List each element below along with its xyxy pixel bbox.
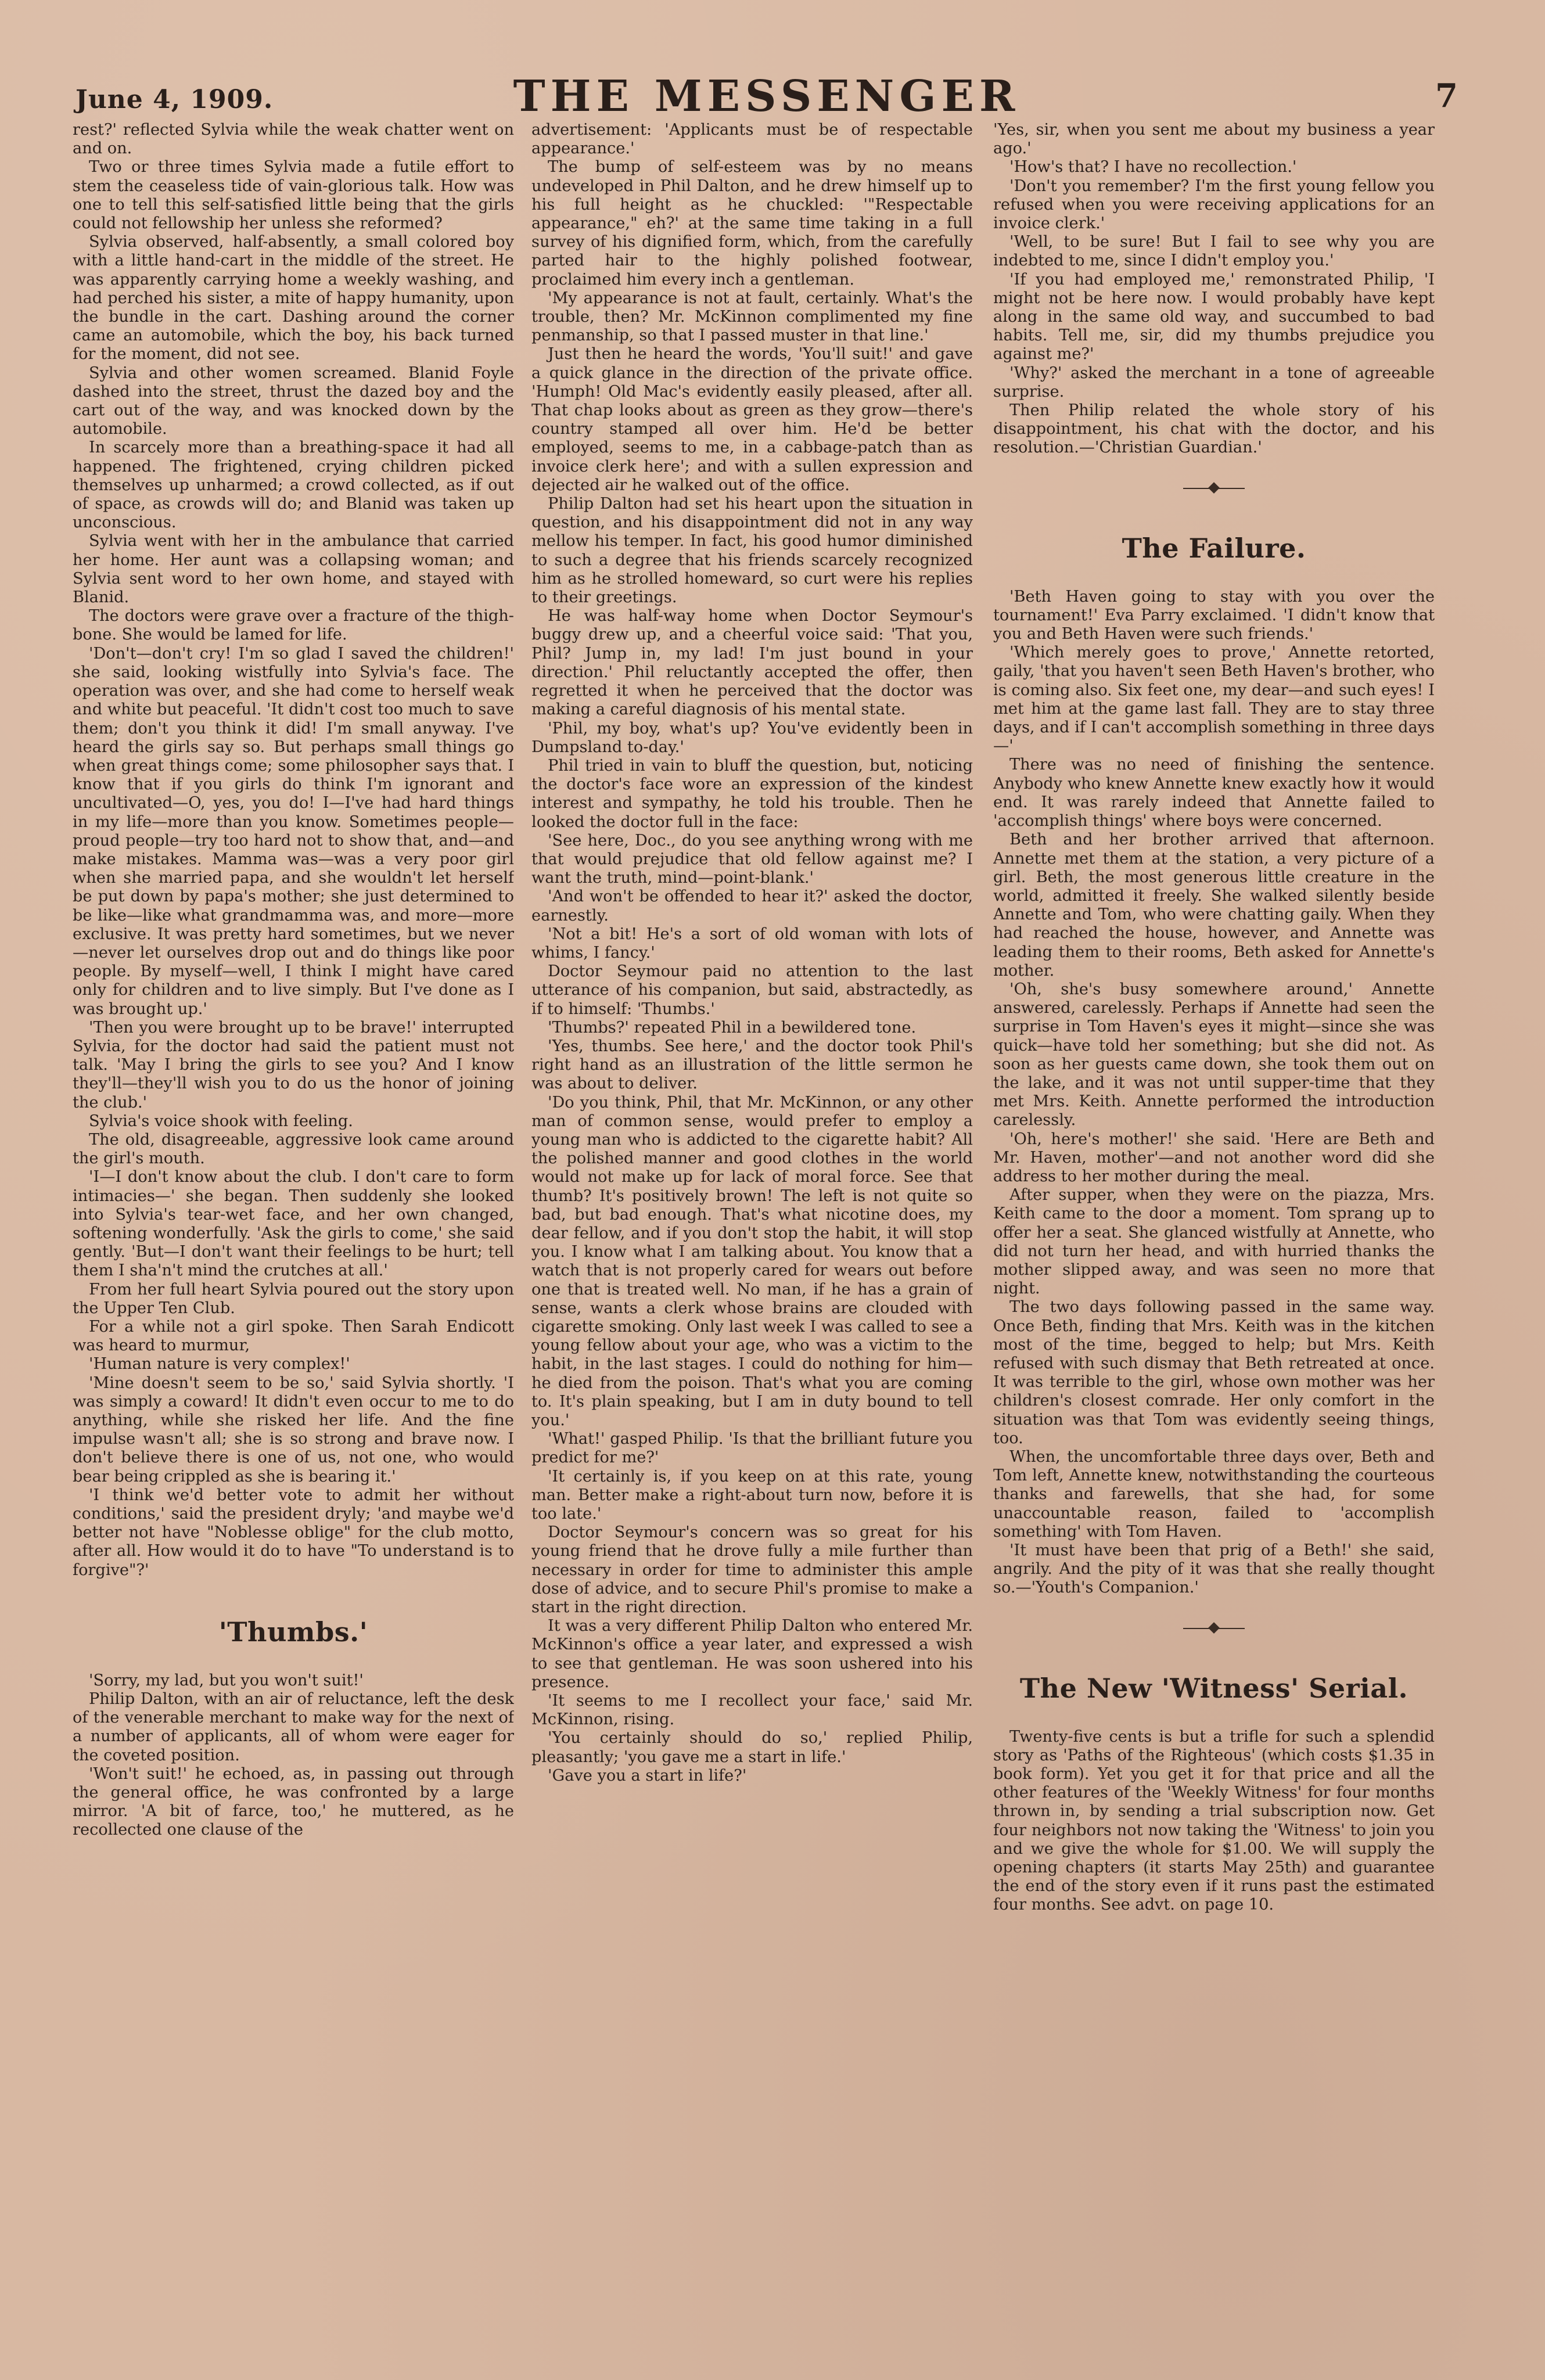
serial-headline: The New 'Witness' Serial. — [1019, 1672, 1409, 1704]
paragraph: 'Don't—don't cry! I'm so glad I saved the children!' she said, looking wistfully into Sylvia's face. The operation was over, and she had come to herself weak and white but peaceful. 'It didn't cost too much to save them; don't you think it did! I'm small anyway. I've heard the girls say so. But perhaps small things go when great things come; some philosopher says that. I know that if you girls do think I'm ignorant and uncultivated—O, yes, you do! I—I've had hard things in my life—more than you know. Sometimes people—proud people—try too hard not to show that, and—and make mistakes. Mamma was—was a very poor girl when she married papa, and she wouldn't let herself be put down by papa's mother; she just determined to be like—like what grandmamma was, and more—more exclusive. It was pretty hard sometimes, but we never—never let ourselves drop out and do things like poor people. By myself—well, I think I might have cared only for children and to live simply. But I've done as I was brought up.' — [73, 644, 514, 1018]
failure-headline: The Failure. — [1122, 532, 1306, 564]
paragraph: Sylvia went with her in the ambulance that carried her home. Her aunt was a collapsing woman; and Sylvia sent word to her own home, and stayed with Blanid. — [73, 532, 514, 607]
divider-ornament — [1208, 1622, 1220, 1634]
paragraph: From her full heart Sylvia poured out the story upon the Upper Ten Club. — [73, 1280, 514, 1317]
paragraph: Philip Dalton, with an air of reluctance, left the desk of the venerable merchant to make way for the next of a number of applicants, all of whom were eager for the coveted position. — [73, 1690, 514, 1764]
paragraph: 'My appearance is not at fault, certainly. What's the trouble, then? Mr. McKinnon complimented my fine penmanship, so that I passed muster in that line.' — [531, 289, 973, 345]
paragraph: Phil tried in vain to bluff the question, but, noticing the doctor's face wore an expression of the kindest interest and sympathy, he told his trouble. Then he looked the doctor full in the face: — [531, 756, 973, 831]
paragraph: 'Oh, here's mother!' she said. 'Here are Beth and Mr. Haven, mother'—and not another word did she address to her mother during the meal. — [993, 1130, 1435, 1185]
paragraph: 'Human nature is very complex!' — [89, 1355, 350, 1374]
paragraph: 'Well, to be sure! But I fail to see why you are indebted to me, since I didn't employ you.' — [993, 233, 1435, 270]
paragraph: The bump of self-esteem was by no means undeveloped in Phil Dalton, and he drew himself up to his full height as he chuckled: '"Respectable appearance," eh?' at the same time taking in a full survey of his dignified form, which, from the carefully parted hair to the highly polished footwear, proclaimed him every inch a gentleman. — [531, 158, 973, 289]
paragraph: Sylvia's voice shook with feeling. — [89, 1112, 353, 1130]
paragraph: 'Mine doesn't seem to be so,' said Sylvia shortly. 'I was simply a coward! It didn't even occur to me to do anything, while she risked her life. And the fine impulse wasn't all; she is so strong and brave now. I don't believe there is one of us, not one, who would bear being crippled as she is bearing it.' — [73, 1374, 514, 1486]
issue-date: June 4, 1909. — [76, 85, 274, 114]
paragraph: 'I think we'd better vote to admit her without conditions,' said the president dryly; 'and maybe we'd better not have "Noblesse oblige" for the club motto, after all. How would it do to have "To understand is to forgive"?' — [73, 1486, 514, 1579]
paragraph: 'Won't suit!' he echoed, as, in passing out through the general office, he was confronted by a large mirror. 'A bit of farce, too,' he muttered, as he recollected one clause of the — [73, 1764, 514, 1839]
paragraph: It was a very different Philip Dalton who entered Mr. McKinnon's office a year later, and expressed a wish to see that gentleman. He was soon ushered into his presence. — [531, 1617, 973, 1691]
paragraph: 'Beth Haven going to stay with you over the tournament!' Eva Parry exclaimed. 'I didn't know that you and Beth Haven were such friends.' — [993, 587, 1435, 643]
paragraph: The old, disagreeable, aggressive look came around the girl's mouth. — [73, 1130, 514, 1168]
paragraph: 'Thumbs?' repeated Phil in a bewildered tone. — [548, 1018, 917, 1037]
paragraph: 'Oh, she's busy somewhere around,' Annette answered, carelessly. Perhaps if Annette had seen the surprise in Tom Haven's eyes it might—since she was quick—have told her something; but she did not. As soon as her guests came down, she took them out on the lake, and it was not until supper-time that they met Mrs. Keith. Annette performed the introduction carelessly. — [993, 980, 1435, 1130]
paragraph: Then Philip related the whole story of his disappointment, his chat with the doctor, and his resolution.—'Christian Guardian.' — [993, 401, 1435, 457]
paragraph: 'See here, Doc., do you see anything wrong with me that would prejudice that old fellow against me? I want the truth, mind—point-blank.' — [531, 831, 973, 887]
section-divider — [993, 1621, 1435, 1636]
paragraph: 'Not a bit! He's a sort of old woman with lots of whims, I fancy.' — [531, 925, 973, 962]
paragraph: 'Which merely goes to prove,' Annette retorted, gaily, 'that you haven't seen Beth Haven's brother, who is coming also. Six feet one, my dear—and such eyes! I met him at the game last fall. They are to stay three days, and if I can't accomplish something in three days—' — [993, 643, 1435, 756]
paragraph: 'It must have been that prig of a Beth!' she said, angrily. And the pity of it was that she really thought so.—'Youth's Companion.' — [993, 1541, 1435, 1597]
paragraph: There was no need of finishing the sentence. Anybody who knew Annette knew exactly how it would end. It was rarely indeed that Annette failed to 'accomplish things' where boys were concerned. — [993, 756, 1435, 831]
paragraph: In scarcely more than a breathing-space it had all happened. The frightened, crying children picked themselves up unharmed; a crowd collected, as if out of space, as crowds will do; and Blanid was taken up unconscious. — [73, 438, 514, 532]
thumbs-headline: 'Thumbs.' — [218, 1616, 368, 1648]
section-divider — [993, 481, 1435, 496]
paragraph: Philip Dalton had set his heart upon the situation in question, and his disappointment did not in any way mellow his temper. In fact, his good humor diminished to such a degree that his friends scarcely recognized him as he strolled homeward, so curt were his replies to their greetings. — [531, 495, 973, 607]
paragraph: 'It certainly is, if you keep on at this rate, young man. Better make a right-about turn now, before it is too late.' — [531, 1467, 973, 1523]
paragraph: Doctor Seymour's concern was so great for his young friend that he drove fully a mile further than necessary in order for time to administer this ample dose of advice, and to secure Phil's promise to make a start in the right direction. — [531, 1523, 973, 1617]
masthead — [76, 69, 1458, 121]
paragraph: Sylvia and other women screamed. Blanid Foyle dashed into the street, thrust the dazed boy and the cart out of the way, and was knocked down by the automobile. — [73, 364, 514, 438]
paragraph: 'Yes, thumbs. See here,' and the doctor took Phil's right hand as an illustration of the little sermon he was about to deliver. — [531, 1037, 973, 1093]
paragraph: Sylvia observed, half-absently, a small colored boy with a little hand-cart in the middle of the street. He was apparently carrying home a weekly washing, and had perched his sister, a mite of happy humanity, upon the bundle in the cart. Dashing around the corner came an automobile, which the boy, his back turned for the moment, did not see. — [73, 233, 514, 364]
paragraph: 'Gave you a start in life?' — [548, 1766, 747, 1785]
paragraph: 'Why?' asked the merchant in a tone of agreeable surprise. — [993, 364, 1435, 401]
paragraph: He was half-way home when Doctor Seymour's buggy drew up, and a cheerful voice said: 'That you, Phil? Jump in, my lad! I'm just bound in your direction.' Phil reluctantly accepted the offer, then regretted it when he perceived that the doctor was making a careful diagnosis of his mental state. — [531, 607, 973, 719]
paragraph: 'Don't you remember? I'm the first young fellow you refused when you were receiving applications for an invoice clerk.' — [993, 177, 1435, 233]
paragraph: Twenty-five cents is but a trifle for such a splendid story as 'Paths of the Righteous' (which costs $1.35 in book form). Yet you get it for that price and all the other features of the 'Weekly Witness' for four months thrown in, by sending a trial subscription now. Get four neighbors not now taking the 'Witness' to join you and we give the whole for $1.00. We will supply the opening chapters (it starts May 25th) and guarantee the end of the story even if it runs past the estimated four months. See advt. on page 10. — [993, 1727, 1435, 1914]
paragraph: After supper, when they were on the piazza, Mrs. Keith came to the door a moment. Tom sprang up to offer her a seat. She glanced wistfully at Annette, who did not turn her head, and with hurried thanks the mother slipped away, and was seen no more that night. — [993, 1186, 1435, 1298]
paragraph: 'I—I don't know about the club. I don't care to form intimacies—' she began. Then suddenly she looked into Sylvia's tear-wet face, and her own changed, softening wonderfully. 'Ask the girls to come,' she said gently. 'But—I don't want their feelings to be hurt; tell them I sha'n't mind the crutches at all.' — [73, 1168, 514, 1280]
paragraph: 'Do you think, Phil, that Mr. McKinnon, or any other man of common sense, would prefer to employ a young man who is addicted to the cigarette habit? All the polished manner and good clothes in the world would not make up for lack of moral force. See that thumb? It's positively brown! The left is not quite so bad, but bad enough. That's what nicotine does, my dear fellow, and if you don't stop the habit, it will stop you. I know what I am talking about. You know that a watch that is not properly cared for wears out before one that is treated well. No man, if he has a grain of sense, wants a clerk whose brains are clouded with cigarette smoking. Only last week I was called to see a young fellow about your age, who was a victim to the habit, in the last stages. I could do nothing for him—he died from the poison. That's what you are coming to. It's plain speaking, but I am in duty bound to tell you.' — [531, 1093, 973, 1430]
paragraph: 'What!' gasped Philip. 'Is that the brilliant future you predict for me?' — [531, 1430, 973, 1467]
paragraph: Two or three times Sylvia made a futile effort to stem the ceaseless tide of vain-glorious talk. How was one to tell this self-satisfied little being that the girls could not fellowship her unless she reformed? — [73, 158, 514, 233]
divider-ornament — [1208, 482, 1220, 494]
paragraph: 'It seems to me I recollect your face,' said Mr. McKinnon, rising. — [531, 1692, 973, 1729]
paragraph: 'Sorry, my lad, but you won't suit!' — [89, 1671, 364, 1689]
paragraph: For a while not a girl spoke. Then Sarah Endicott was heard to murmur, — [73, 1318, 514, 1355]
paragraph: The two days following passed in the same way. Once Beth, finding that Mrs. Keith was in the kitchen most of the time, begged to help; but Mrs. Keith refused with such dismay that Beth retreated at once. It was terrible to the girl, whose own mother was her children's closest comrade. Her only comfort in the situation was that Tom was evidently seeing things, too. — [993, 1298, 1435, 1447]
paragraph: rest?' reflected Sylvia while the weak chatter went on and on. — [73, 121, 514, 158]
paragraph: 'If you had employed me,' remonstrated Philip, 'I might not be here now. I would probably have kept along in the same old way, and succumbed to bad habits. Tell me, sir, did my thumbs prejudice you against me?' — [993, 270, 1435, 364]
paragraph: 'Then you were brought up to be brave!' interrupted Sylvia, for the doctor had said the patient must not talk. 'May I bring the girls to see you? And I know they'll—they'll wish you to do us the honor of joining the club.' — [73, 1018, 514, 1112]
paragraph: The doctors were grave over a fracture of the thigh-bone. She would be lamed for life. — [73, 607, 514, 644]
paragraph: 'And won't be offended to hear it?' asked the doctor, earnestly. — [531, 887, 973, 925]
column-1 — [73, 121, 514, 2345]
page-number: 7 — [1435, 77, 1458, 115]
paragraph: Doctor Seymour paid no attention to the last utterance of his companion, but said, abstractedly, as if to himself: 'Thumbs.' — [531, 962, 973, 1018]
column-3 — [993, 121, 1435, 2345]
paragraph: 'How's that? I have no recollection.' — [1009, 158, 1297, 177]
paragraph: Just then he heard the words, 'You'll suit!' and gave a quick glance in the direction of the private office. 'Humph! Old Mac's evidently easily pleased, after all. That chap looks about as green as they grow—there's country stamped all over him. He'd be better employed, seems to me, in a cabbage-patch than as invoice clerk here'; and with a sullen expression and dejected air he walked out of the office. — [531, 345, 973, 494]
newspaper-title: THE MESSENGER — [513, 71, 1021, 121]
paragraph: advertisement: 'Applicants must be of respectable appearance.' — [531, 121, 973, 158]
column-2 — [531, 121, 973, 2345]
paragraph: 'You certainly should do so,' replied Philip, pleasantly; 'you gave me a start in life.' — [531, 1729, 973, 1766]
article-columns — [73, 121, 1458, 2345]
paragraph: Beth and her brother arrived that afternoon. Annette met them at the station, a very picture of a girl. Beth, the most generous little creature in the world, admitted it freely. She walked silently beside Annette and Tom, who were chatting gaily. When they had reached the house, however, and Annette was leading them to their rooms, Beth asked for Annette's mother. — [993, 831, 1435, 980]
paragraph: 'Yes, sir, when you sent me about my business a year ago.' — [993, 121, 1435, 158]
paragraph: 'Phil, my boy, what's up? You've evidently been in Dumpsland to-day.' — [531, 719, 973, 756]
paragraph: When, the uncomfortable three days over, Beth and Tom left, Annette knew, notwithstanding the courteous thanks and farewells, that she had, for some unaccountable reason, failed to 'accomplish something' with Tom Haven. — [993, 1448, 1435, 1541]
